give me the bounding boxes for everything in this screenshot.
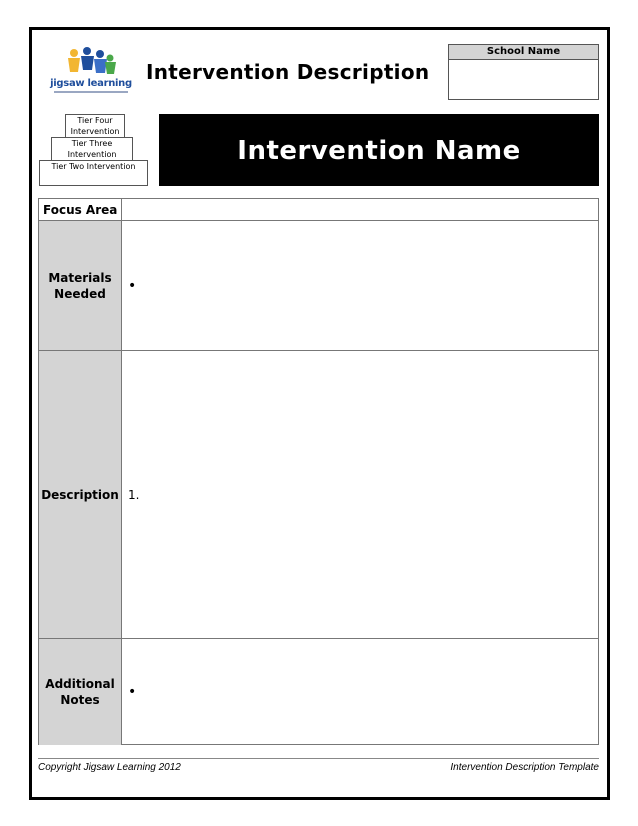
school-name-box [448,44,599,100]
description-field[interactable] [123,351,598,638]
intervention-table [38,198,599,745]
footer-divider [38,758,599,759]
school-name-label: School Name [449,45,598,60]
intervention-name-banner[interactable]: Intervention Name [159,114,599,186]
additional-notes-row [39,639,598,745]
tier-three-card: Tier Three Intervention [51,137,133,163]
focus-area-label: Focus Area [39,199,122,220]
focus-area-row [39,199,598,221]
description-label: Description [39,351,122,638]
tier-two-card: Tier Two Intervention [39,160,148,186]
description-row [39,351,598,639]
school-name-field[interactable] [449,60,598,100]
jigsaw-learning-logo [50,46,132,98]
puzzle-people-icon [50,46,132,80]
additional-notes-field[interactable] [123,639,598,745]
additional-notes-label: Additional Notes [39,639,122,745]
footer-template-name: Intervention Description Template [450,762,599,773]
tier-four-card: Tier Four Intervention [65,114,125,140]
page-title: Intervention Description [146,60,430,84]
focus-area-field[interactable] [123,199,598,220]
logo-wordmark: jigsaw learning [50,78,132,89]
footer-copyright: Copyright Jigsaw Learning 2012 [38,762,181,773]
notes-bullet: • [128,684,137,700]
materials-needed-field[interactable] [123,221,598,350]
materials-needed-label: Materials Needed [39,221,122,350]
logo-tagline [54,91,128,93]
description-item-number: 1. [128,487,140,502]
materials-row [39,221,598,351]
materials-bullet: • [128,277,137,294]
